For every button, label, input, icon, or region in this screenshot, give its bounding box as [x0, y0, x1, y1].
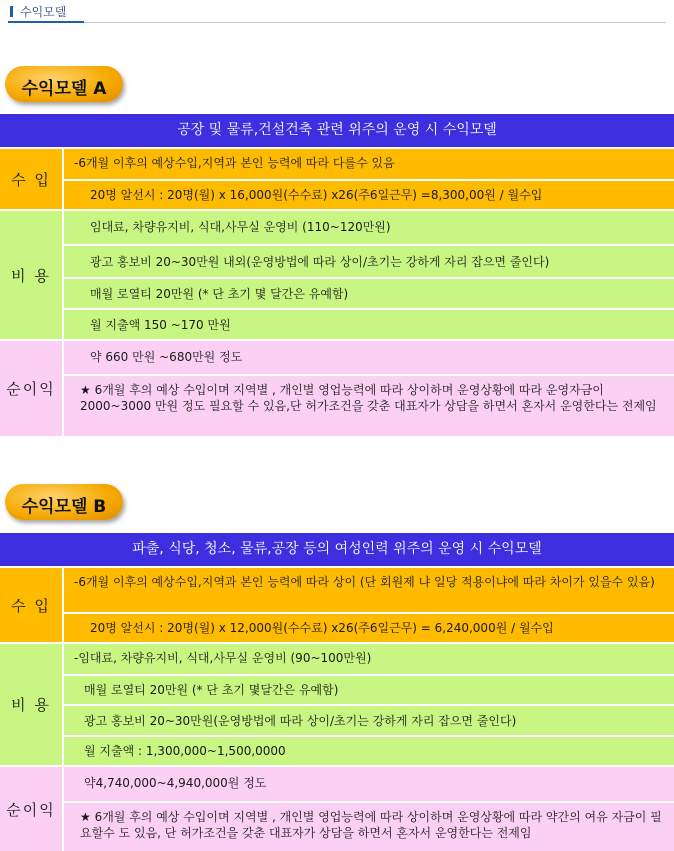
model-a-cost-group [0, 209, 674, 339]
model-b-income-row: 20명 알선시 : 20명(월) x 12,000원(수수료) x26(주6일근무) = 6,240,000원 / 월수입 [64, 612, 674, 642]
model-b-cost-row: 매월 로열티 20만원 (* 단 초기 몇달간은 유예함) [64, 674, 674, 704]
model-a-cost-row: 월 지출액 150 ~170 만원 [64, 308, 674, 339]
model-a-income-row: -6개월 이후의 예상수입,지역과 본인 능력에 따라 다를수 있음 [64, 149, 674, 179]
title-underline [8, 21, 84, 23]
model-b-cost-label: 비 용 [0, 644, 64, 765]
model-a-cost-row: 광고 홍보비 20~30만원 내외(운영방법에 따라 상이/초기는 강하게 자리 잡으면 줄인다) [64, 244, 674, 277]
model-b-profit-group [0, 765, 674, 851]
model-a-profit-group [0, 339, 674, 436]
model-b-cost-row: 광고 홍보비 20~30만원(운영방법에 따라 상이/초기는 강하게 자리 잡으면 줄인다) [64, 704, 674, 735]
model-b-cost-row: -임대료, 차량유지비, 식대,사무실 운영비 (90~100만원) [64, 644, 674, 674]
model-a-income-row: 20명 알선시 : 20명(월) x 16,000원(수수료) x26(주6일근무) =8,300,00원 / 월수입 [64, 179, 674, 209]
model-a-table [0, 114, 674, 436]
model-a-cost-row: 매월 로열티 20만원 (* 단 초기 몇 달간은 유예함) [64, 277, 674, 308]
model-b-cost-row: 월 지출액 : 1,300,000~1,500,0000 [64, 735, 674, 765]
model-b-profit-label: 순이익 [0, 767, 64, 851]
title-marker [10, 6, 13, 17]
page-title: 수익모델 [20, 5, 67, 19]
model-b-profit-row: 약4,740,000~4,940,000원 정도 [64, 767, 674, 801]
page-header [8, 0, 666, 23]
model-a-income-label: 수 입 [0, 149, 64, 209]
model-a-profit-row: 약 660 만원 ~680만원 정도 [64, 341, 674, 374]
model-a-header: 공장 및 물류,건설건축 관련 위주의 운영 시 수익모델 [0, 114, 674, 147]
model-b-table [0, 533, 674, 851]
model-b-profit-note: ★ 6개월 후의 예상 수입이며 지역별 , 개인별 영업능력에 따라 상이하며 운영상황에 따라 약간의 여유 자금이 필요할수 도 있음, 단 허가조건을 갖춘 대표자가 상담을 하면서 혼자서 운영한다는 전제임 [64, 801, 674, 851]
model-b-header: 파출, 식당, 청소, 물류,공장 등의 여성인력 위주의 운영 시 수익모델 [0, 533, 674, 566]
model-b-income-row: -6개월 이후의 예상수입,지역과 본인 능력에 따라 상이 (단 회원제 냐 일당 적용이냐에 따라 차이가 있을수 있음) [64, 568, 674, 612]
model-a-badge [5, 66, 123, 102]
model-b-income-label: 수 입 [0, 568, 64, 642]
model-a-profit-label: 순이익 [0, 341, 64, 436]
model-a-badge-label: 수익모델 A [21, 79, 107, 99]
model-a-cost-label: 비 용 [0, 211, 64, 339]
model-a-income-group [0, 147, 674, 209]
model-b-cost-group [0, 642, 674, 765]
model-a-cost-row: 임대료, 차량유지비, 식대,사무실 운영비 (110~120만원) [64, 211, 674, 244]
model-a-profit-note: ★ 6개월 후의 예상 수입이며 지역별 , 개인별 영업능력에 따라 상이하며 운영상황에 따라 운영자금이 2000~3000 만원 정도 필요할 수 있음,단 허가조건을 갖춘 대표자가 상담을 하면서 혼자서 운영한다는 전제임 [64, 374, 674, 436]
model-b-income-group [0, 566, 674, 642]
model-b-badge [5, 484, 123, 520]
model-b-badge-label: 수익모델 B [21, 497, 107, 517]
